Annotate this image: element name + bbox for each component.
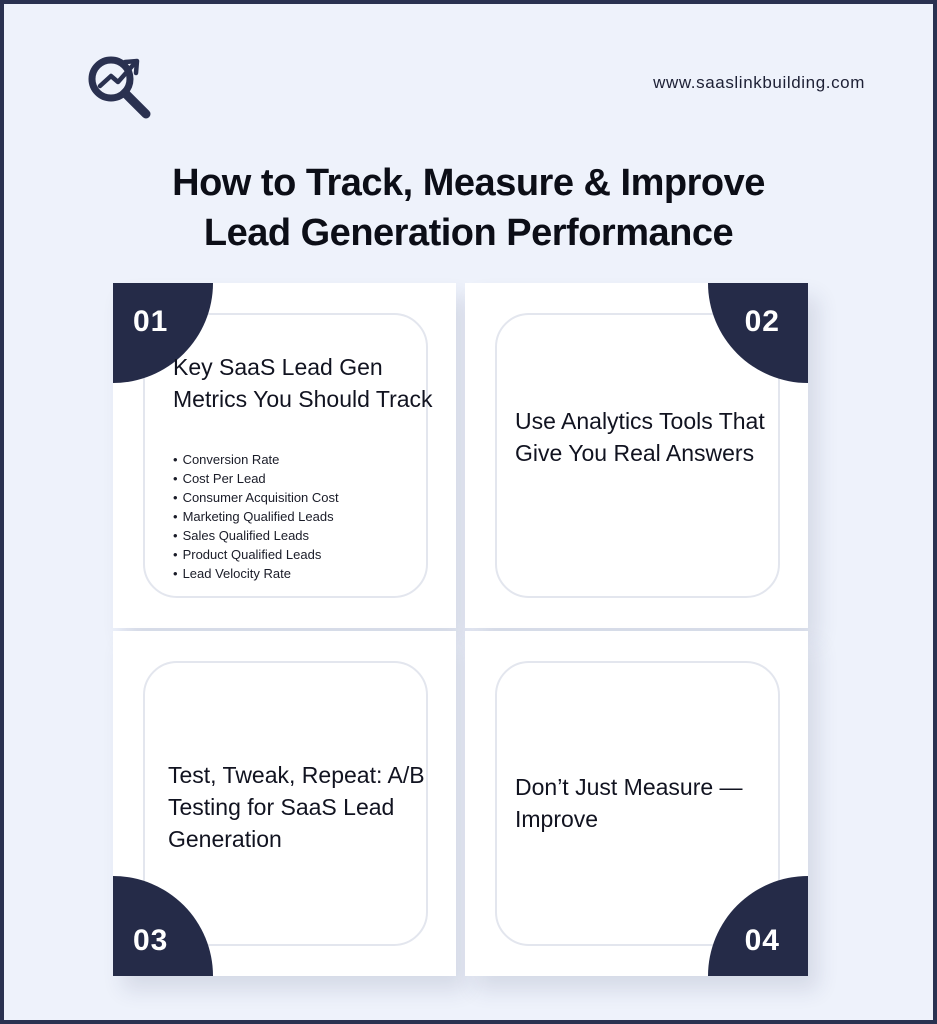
magnifier-trend-arrow-icon [84,52,156,124]
list-item: • Lead Velocity Rate [173,564,339,583]
list-item: • Consumer Acquisition Cost [173,488,339,507]
card-heading: Use Analytics Tools That Give You Real Answers [515,408,765,466]
card-heading: Don’t Just Measure — Improve [515,774,743,832]
card-heading: Test, Tweak, Repeat: A/B Testing for SaaS Lead Generation [168,762,425,852]
card-heading: Key SaaS Lead Gen Metrics You Should Track [173,354,433,412]
card-04 [465,631,808,976]
card-number: 04 [744,924,780,957]
title-line-1: How to Track, Measure & Improve [172,162,765,204]
page-title [0,158,937,258]
list-item: • Conversion Rate [173,450,339,469]
title-line-2: Lead Generation Performance [203,212,734,254]
list-item: • Marketing Qualified Leads [173,507,339,526]
site-url: www.saaslinkbuilding.com [653,73,865,92]
list-item: • Sales Qualified Leads [173,526,339,545]
card-number: 02 [744,305,780,338]
list-item: • Product Qualified Leads [173,545,339,564]
card-03 [113,631,456,976]
card-number: 03 [133,924,169,957]
list-item: • Cost Per Lead [173,469,339,488]
card-01 [113,283,456,628]
metrics-list [173,450,339,583]
card-number: 01 [133,305,169,338]
card-02 [465,283,808,628]
